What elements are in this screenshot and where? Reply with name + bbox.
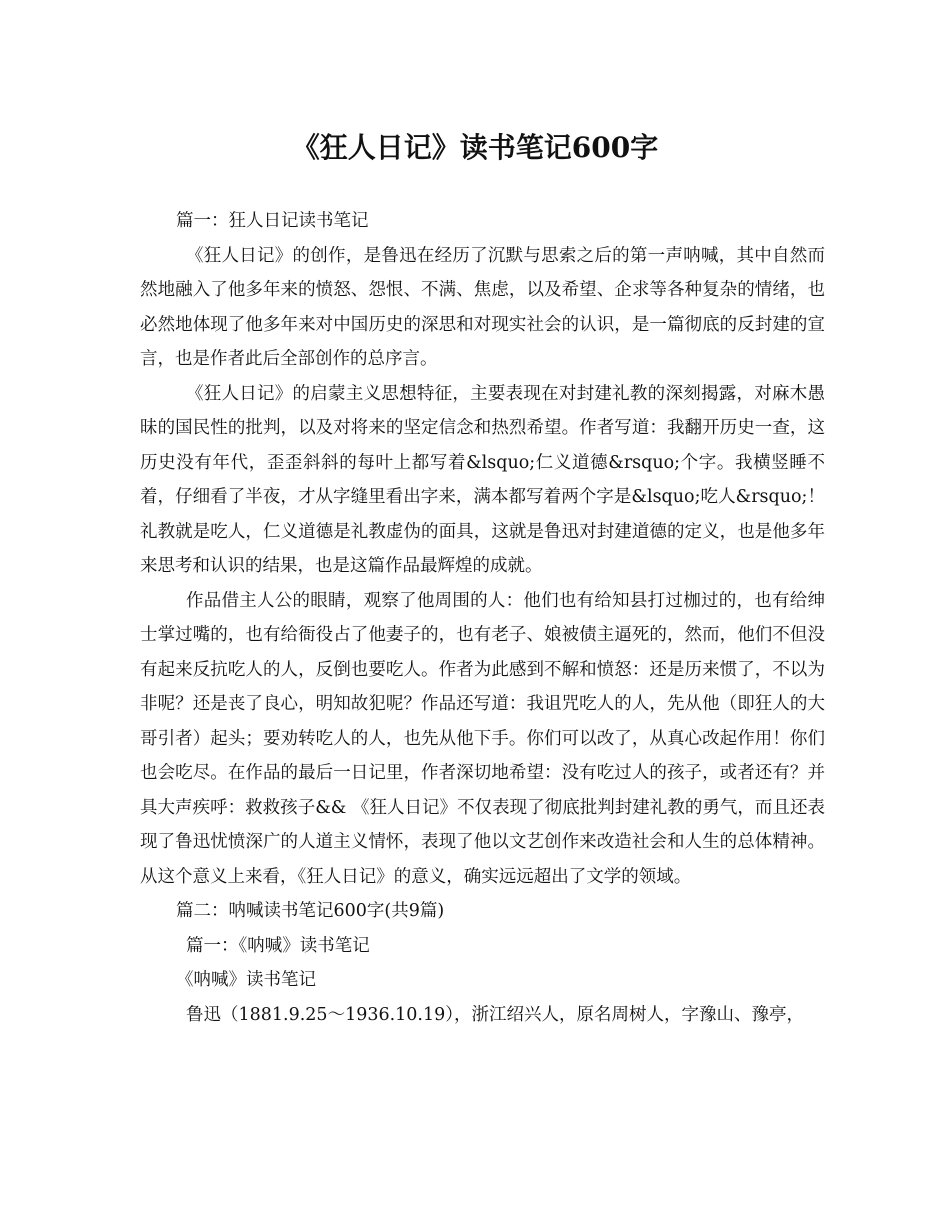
paragraph-4: 鲁迅（1881.9.25～1936.10.19），浙江绍兴人，原名周树人，字豫山、豫亭， [186,1004,805,1025]
section-heading-2: 篇二：呐喊读书笔记600字(共9篇) [176,901,445,921]
document-body [140,204,825,1032]
document-title: 《狂人日记》读书笔记600字 [291,131,659,164]
section-subtitle: 《呐喊》读书笔记 [176,970,316,990]
section-heading-1: 篇一：狂人日记读书笔记 [176,211,369,231]
paragraph-3: 作品借主人公的眼睛，观察了他周围的人：他们也有给知县打过枷过的，也有给绅士掌过嘴的，也有给衙役占了他妻子的，也有老子、娘被债主逼死的，然而，他们不但没有起来反抗吃人的人，反倒也要吃人。作者为此感到不解和愤怒：还是历来惯了，不以为非呢？还是丧了良心，明知故犯呢？作品还写道：我诅咒吃人的人，先从他（即狂人的大哥引者）起头；要劝转吃人的人，也先从他下手。你们可以改了，从真心改起作用！你们也会吃尽。在作品的最后一日记里，作者深切地希望：没有吃过人的孩子，或者还有？并具大声疾呼：救救孩子&& 《狂人日记》不仅表现了彻底批判封建礼教的勇气，而且还表现了鲁迅忧愤深广的人道主义情怀，表现了他以文艺创作来改造社会和人生的总体精神。从这个意义上来看，《狂人日记》的意义，确实远远超出了文学的领域。 [140,590,825,887]
paragraph-1: 《狂人日记》的创作，是鲁迅在经历了沉默与思索之后的第一声呐喊，其中自然而然地融入了他多年来的愤怒、怨恨、不满、焦虑，以及希望、企求等各种复杂的情绪，也必然地体现了他多年来对中国历史的深思和对现实社会的认识，是一篇彻底的反封建的宣言，也是作者此后全部创作的总序言。 [140,245,825,369]
paragraph-2: 《狂人日记》的启蒙主义思想特征，主要表现在对封建礼教的深刻揭露，对麻木愚昧的国民性的批判，以及对将来的坚定信念和热烈希望。作者写道：我翻开历史一查，这历史没有年代，歪歪斜斜的每叶上都写着&lsquo;仁义道德&rsquo;个字。我横竖睡不着，仔细看了半夜，才从字缝里看出字来，满本都写着两个字是&lsquo;吃人&rsquo;！礼教就是吃人，仁义道德是礼教虚伪的面具，这就是鲁迅对封建道德的定义，也是他多年来思考和认识的结果，也是这篇作品最辉煌的成就。 [140,383,825,576]
section-subheading: 篇一：《呐喊》读书笔记 [186,935,370,956]
